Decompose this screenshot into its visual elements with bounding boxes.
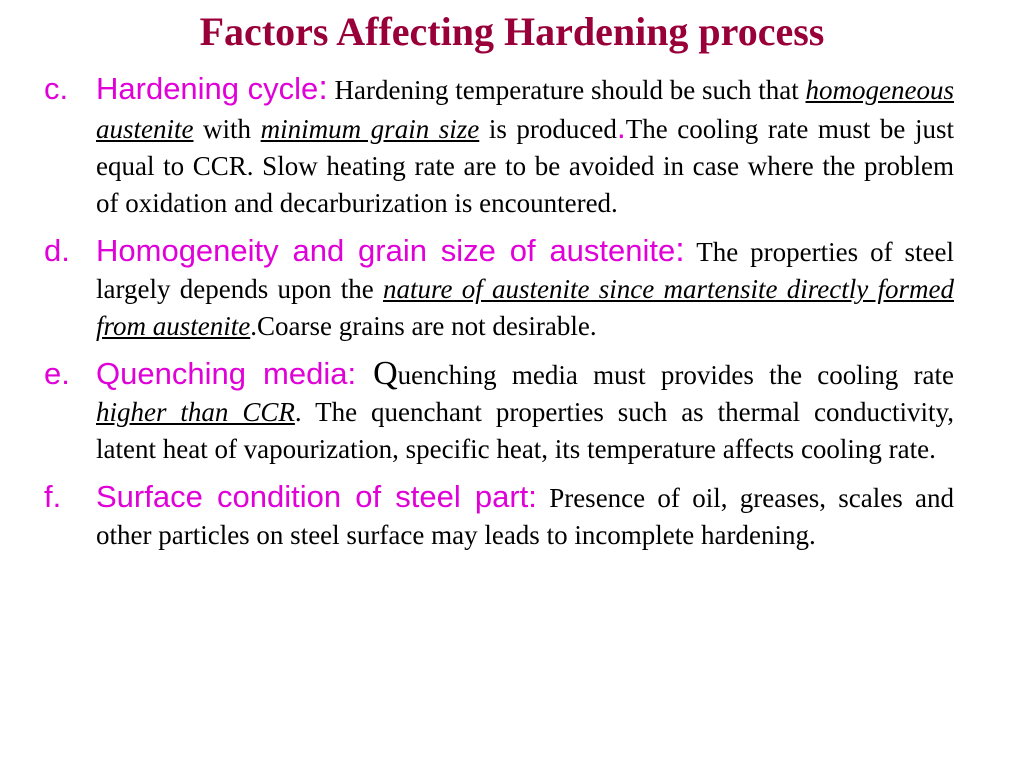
factor-item-austenite-homogeneity [44, 232, 954, 345]
body-text: uenching media must provides the cooling rate [397, 360, 955, 390]
factor-item-quenching-media [44, 355, 954, 468]
body-text: Hardening temperature should be such that [327, 75, 806, 105]
body-text: . The quenchant properties such as thermal conductivity, latent heat of vapourization, specific heat, its temperature affects cooling rate. [96, 397, 954, 464]
item-letter: c. [44, 71, 69, 106]
item-letter: d. [44, 233, 70, 268]
body-text: with [193, 114, 261, 144]
emphasis-text: homogeneous austenite [96, 75, 954, 144]
item-heading: Quenching media: [96, 356, 357, 391]
item-heading: Surface condition of steel part: [96, 479, 537, 514]
emphasis-text: higher than CCR [96, 397, 295, 427]
item-letter: e. [44, 356, 70, 391]
item-heading [96, 233, 685, 268]
heading-text: Hardening cycle [96, 71, 319, 106]
body-text: Presence of oil, greases, scales and other particles on steel surface may leads to incomplete hardening. [96, 483, 954, 550]
heading-text: Homogeneity and grain size of austenite [96, 233, 676, 268]
item-letter: f. [44, 479, 62, 514]
heading-colon: : [675, 231, 685, 269]
heading-colon: : [318, 69, 328, 107]
body-text: The properties of steel largely depends upon the [96, 237, 955, 304]
item-heading [96, 71, 328, 106]
factor-item-surface-condition [44, 478, 954, 554]
drop-letter: Q [356, 355, 398, 392]
body-text: .Coarse grains are not desirable. [250, 311, 597, 341]
emphasis-text: minimum grain size [260, 114, 480, 144]
body-text: is produced [479, 114, 617, 144]
factor-item-hardening-cycle [44, 70, 954, 222]
emphasis-text: nature of austenite since martensite directly formed from austenite [96, 274, 955, 341]
accent-period: . [616, 109, 626, 145]
body-text: The cooling rate must be just equal to CCR. Slow heating rate are to be avoided in case where the problem of oxidation and decarburization is encountered. [96, 114, 954, 218]
slide-title: Factors Affecting Hardening process [199, 9, 825, 54]
factor-list [44, 70, 954, 554]
